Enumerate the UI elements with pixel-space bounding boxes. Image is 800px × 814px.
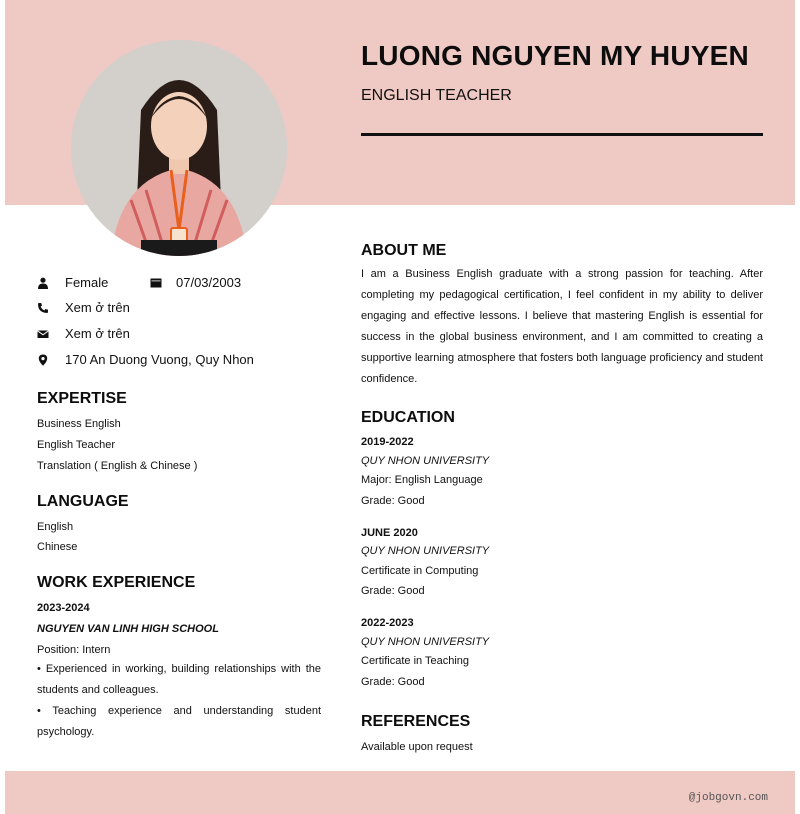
work-experience-heading: WORK EXPERIENCE xyxy=(37,574,196,591)
language-item: Chinese xyxy=(37,541,78,553)
references-text: Available upon request xyxy=(361,741,473,753)
education-detail: Major: English Language xyxy=(361,474,483,486)
expertise-item: Business English xyxy=(37,418,121,430)
profile-photo xyxy=(71,40,287,256)
work-period: 2023-2024 xyxy=(37,602,90,614)
work-position: Position: Intern xyxy=(37,644,111,656)
phone-value: Xem ở trên xyxy=(65,300,130,315)
work-bullet: • Experienced in working, building relationships with the students and colleagues. xyxy=(37,663,321,696)
job-title: ENGLISH TEACHER xyxy=(361,87,512,104)
expertise-heading: EXPERTISE xyxy=(37,390,127,407)
education-detail: Certificate in Teaching xyxy=(361,655,470,667)
candidate-name: LUONG NGUYEN MY HUYEN xyxy=(361,40,749,71)
contact-address xyxy=(37,352,337,367)
language-item: English xyxy=(37,521,74,533)
about-text: I am a Business English graduate with a strong passion for teaching. After completing my pedagogical certification, I feel confident in my ability to deliver engaging and effective lessons. I believe that mastering English is essential for success in the global business environment, and I am committed to creating a supportive learning atmosphere that fosters both language proficiency and student confidence. xyxy=(361,268,763,385)
person-icon xyxy=(37,277,49,289)
calendar-icon xyxy=(150,277,162,289)
footer-band xyxy=(5,771,795,814)
education-heading: EDUCATION xyxy=(361,409,455,426)
header-divider xyxy=(361,133,763,136)
contact-email xyxy=(37,326,337,341)
gender-value: Female xyxy=(65,275,109,290)
cv-page xyxy=(5,0,795,814)
education-grade: Grade: Good xyxy=(361,676,425,688)
location-pin-icon xyxy=(37,354,49,366)
birthday-value: 07/03/2003 xyxy=(176,275,242,290)
work-company: NGUYEN VAN LINH HIGH SCHOOL xyxy=(37,623,219,635)
address-value: 170 An Duong Vuong, Quy Nhon xyxy=(65,352,254,367)
education-period: JUNE 2020 xyxy=(361,527,418,539)
phone-icon xyxy=(37,302,49,314)
language-heading: LANGUAGE xyxy=(37,493,129,510)
expertise-item: Translation ( English & Chinese ) xyxy=(37,460,198,472)
expertise-item: English Teacher xyxy=(37,439,116,451)
about-heading: ABOUT ME xyxy=(361,242,447,259)
references-heading: REFERENCES xyxy=(361,713,471,730)
contact-birthday xyxy=(150,275,290,290)
education-grade: Grade: Good xyxy=(361,585,425,597)
education-school: QUY NHON UNIVERSITY xyxy=(361,636,490,648)
mail-icon xyxy=(37,328,49,340)
education-period: 2019-2022 xyxy=(361,436,414,448)
contact-phone xyxy=(37,300,337,315)
education-school: QUY NHON UNIVERSITY xyxy=(361,545,490,557)
education-period: 2022-2023 xyxy=(361,617,414,629)
education-grade: Grade: Good xyxy=(361,495,425,507)
work-bullet: • Teaching experience and understanding student psychology. xyxy=(37,705,321,738)
watermark: @jobgovn.com xyxy=(688,792,768,804)
education-detail: Certificate in Computing xyxy=(361,565,479,577)
email-value: Xem ở trên xyxy=(65,326,130,341)
education-school: QUY NHON UNIVERSITY xyxy=(361,455,490,467)
